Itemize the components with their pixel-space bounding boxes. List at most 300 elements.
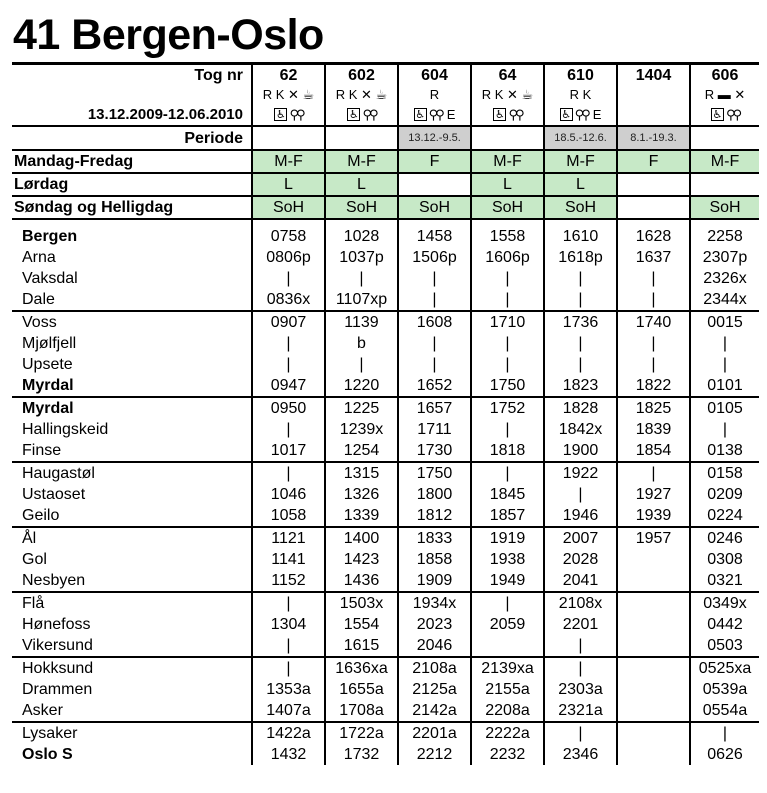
facility-group xyxy=(560,106,602,124)
train-number: 604 xyxy=(398,64,471,87)
facility-icons xyxy=(252,104,325,126)
departure-time: | xyxy=(544,635,617,657)
departure-time: 1432 xyxy=(252,744,325,765)
station-name: Bergen xyxy=(22,228,78,245)
periode-cell xyxy=(690,126,759,150)
train-number: 610 xyxy=(544,64,617,87)
train-number-row xyxy=(12,64,759,87)
departure-time: | xyxy=(252,635,325,657)
departure-time: 1326 xyxy=(325,484,398,505)
departure-time: 2059 xyxy=(471,614,544,635)
saturday-cell: L xyxy=(471,173,544,196)
station-name: Mjølfjell xyxy=(22,335,77,352)
departure-time: 1503x xyxy=(325,592,398,614)
departure-time: 1800 xyxy=(398,484,471,505)
station-row xyxy=(12,397,759,419)
departure-time: 1842x xyxy=(544,419,617,440)
departure-time: 1752 xyxy=(471,397,544,419)
wheelchair-icon: ♿ xyxy=(712,109,723,122)
saturday-cell xyxy=(398,173,471,196)
departure-time: 1822 xyxy=(617,375,690,397)
station-row xyxy=(12,592,759,614)
departure-time: 1823 xyxy=(544,375,617,397)
departure-time: 0525xa xyxy=(690,657,759,679)
station-name: Upsete xyxy=(22,356,73,373)
station-name: Oslo S xyxy=(22,746,73,763)
station-name: Arna xyxy=(22,249,56,266)
station-name: Gol xyxy=(22,551,47,568)
sunday-cell: SoH xyxy=(252,196,325,219)
departure-time xyxy=(617,614,690,635)
saturday-cell: L xyxy=(325,173,398,196)
departure-time: 0758 xyxy=(252,219,325,247)
departure-time: 1736 xyxy=(544,311,617,333)
departure-time: | xyxy=(252,592,325,614)
train-number: 1404 xyxy=(617,64,690,87)
station-name: Ål xyxy=(12,527,252,549)
station-row xyxy=(12,570,759,592)
departure-time: | xyxy=(252,657,325,679)
station-name: Nesbyen xyxy=(22,572,86,589)
departure-time: | xyxy=(617,333,690,354)
departure-time: | xyxy=(690,419,759,440)
departure-time: 0246 xyxy=(690,527,759,549)
departure-time: 1957 xyxy=(617,527,690,549)
facility-icons xyxy=(617,104,690,126)
departure-time: 2108x xyxy=(544,592,617,614)
bicycle-icon: ⚲⚲ xyxy=(574,106,588,122)
service-symbols: R ▬ ✕ xyxy=(690,86,759,104)
departure-time: 1152 xyxy=(252,570,325,592)
facility-row xyxy=(12,104,759,126)
periode-cell xyxy=(471,126,544,150)
departure-time: 1939 xyxy=(617,505,690,527)
departure-time: 1825 xyxy=(617,397,690,419)
station-name: Haugastøl xyxy=(12,462,252,484)
departure-time: 1458 xyxy=(398,219,471,247)
departure-time: | xyxy=(544,657,617,679)
departure-time: | xyxy=(471,462,544,484)
departure-time: 0950 xyxy=(252,397,325,419)
station-row xyxy=(12,289,759,311)
station-row xyxy=(12,549,759,570)
sunday-row xyxy=(12,196,759,219)
departure-time: 1315 xyxy=(325,462,398,484)
departure-time xyxy=(617,679,690,700)
e-ticket-label: E xyxy=(592,106,602,122)
periode-cell xyxy=(325,126,398,150)
departure-time: 2108a xyxy=(398,657,471,679)
weekday-cell: M-F xyxy=(471,150,544,173)
date-range: 13.12.2009-12.06.2010 xyxy=(87,106,243,123)
station-name: Vaksdal xyxy=(22,270,78,287)
saturday-cell: L xyxy=(252,173,325,196)
departure-time: 1909 xyxy=(398,570,471,592)
departure-time: | xyxy=(544,268,617,289)
station-name: Drammen xyxy=(22,681,93,698)
station-row xyxy=(12,527,759,549)
departure-time: 1858 xyxy=(398,549,471,570)
departure-time: 2232 xyxy=(471,744,544,765)
departure-time: | xyxy=(398,354,471,375)
departure-time: 1037p xyxy=(325,247,398,268)
sunday-label: Søndag og Helligdag xyxy=(12,196,252,219)
station-name: Vikersund xyxy=(22,637,93,654)
departure-time: 0015 xyxy=(690,311,759,333)
station-name: Myrdal xyxy=(12,397,252,419)
timetable xyxy=(12,62,759,765)
station-row xyxy=(12,679,759,700)
departure-time: 1927 xyxy=(617,484,690,505)
departure-time: 2046 xyxy=(398,635,471,657)
departure-time: 1121 xyxy=(252,527,325,549)
departure-time: 2208a xyxy=(471,700,544,722)
facility-icons xyxy=(471,104,544,126)
station-row xyxy=(12,247,759,268)
departure-time: 1740 xyxy=(617,311,690,333)
departure-time: 1922 xyxy=(544,462,617,484)
departure-time: 0101 xyxy=(690,375,759,397)
departure-time: 1949 xyxy=(471,570,544,592)
periode-cell: 8.1.-19.3. xyxy=(617,126,690,150)
departure-time: | xyxy=(617,268,690,289)
departure-time: 1857 xyxy=(471,505,544,527)
departure-time: 1407a xyxy=(252,700,325,722)
periode-label: Periode xyxy=(12,126,252,150)
departure-time: 1854 xyxy=(617,440,690,462)
facility-group xyxy=(493,106,521,124)
station-name: Hønefoss xyxy=(22,616,91,633)
departure-time: 1423 xyxy=(325,549,398,570)
station-row xyxy=(12,354,759,375)
departure-time: | xyxy=(690,722,759,744)
page-title: 41 Bergen-Oslo xyxy=(13,11,324,59)
service-symbols: R K xyxy=(544,86,617,104)
station-row xyxy=(12,219,759,247)
departure-time: | xyxy=(471,419,544,440)
departure-time: 1946 xyxy=(544,505,617,527)
departure-time: 0554a xyxy=(690,700,759,722)
departure-time: 1558 xyxy=(471,219,544,247)
station-name: Hokksund xyxy=(12,657,252,679)
station-row xyxy=(12,744,759,765)
departure-time: 0321 xyxy=(690,570,759,592)
bicycle-icon: ⚲⚲ xyxy=(289,106,303,122)
departure-time: | xyxy=(398,268,471,289)
station-row xyxy=(12,484,759,505)
facility-group xyxy=(711,106,739,124)
periode-cell xyxy=(252,126,325,150)
station-row xyxy=(12,375,759,397)
departure-time: 1833 xyxy=(398,527,471,549)
station-row xyxy=(12,333,759,354)
departure-time: 1610 xyxy=(544,219,617,247)
departure-time: | xyxy=(544,289,617,311)
service-symbols xyxy=(617,86,690,104)
departure-time xyxy=(617,700,690,722)
station-row xyxy=(12,419,759,440)
departure-time: 1628 xyxy=(617,219,690,247)
departure-time: | xyxy=(617,354,690,375)
departure-time: 1058 xyxy=(252,505,325,527)
facility-icons xyxy=(690,104,759,126)
departure-time: 1839 xyxy=(617,419,690,440)
departure-time: 2125a xyxy=(398,679,471,700)
weekday-cell: M-F xyxy=(252,150,325,173)
departure-time: 1225 xyxy=(325,397,398,419)
departure-time: 2139xa xyxy=(471,657,544,679)
departure-time: | xyxy=(252,354,325,375)
departure-time: | xyxy=(617,289,690,311)
departure-time: 1028 xyxy=(325,219,398,247)
wheelchair-icon: ♿ xyxy=(349,109,359,122)
saturday-label: Lørdag xyxy=(12,173,252,196)
departure-time: 0158 xyxy=(690,462,759,484)
departure-time: | xyxy=(398,333,471,354)
departure-time: 0105 xyxy=(690,397,759,419)
departure-time xyxy=(617,592,690,614)
weekday-cell: F xyxy=(398,150,471,173)
sunday-cell: SoH xyxy=(544,196,617,219)
station-name: Dale xyxy=(22,291,55,308)
wheelchair-icon: ♿ xyxy=(415,109,426,122)
departure-time: | xyxy=(471,268,544,289)
departure-time xyxy=(617,722,690,744)
bicycle-icon: ⚲⚲ xyxy=(362,106,376,122)
departure-time: | xyxy=(544,354,617,375)
departure-time: 1304 xyxy=(252,614,325,635)
departure-time xyxy=(617,744,690,765)
departure-time: 0209 xyxy=(690,484,759,505)
departure-time: 1711 xyxy=(398,419,471,440)
departure-time: 0626 xyxy=(690,744,759,765)
departure-time: 1900 xyxy=(544,440,617,462)
departure-time: 0503 xyxy=(690,635,759,657)
departure-time: 2307p xyxy=(690,247,759,268)
service-symbols: R K ✕ ☕ xyxy=(471,86,544,104)
facility-group xyxy=(414,106,456,124)
station-row xyxy=(12,440,759,462)
facility-group xyxy=(274,106,302,124)
weekday-cell: M-F xyxy=(544,150,617,173)
departure-time: 2326x xyxy=(690,268,759,289)
departure-time: 2344x xyxy=(690,289,759,311)
departure-time: 1554 xyxy=(325,614,398,635)
saturday-cell xyxy=(690,173,759,196)
service-symbols: R K ✕ ☕ xyxy=(325,86,398,104)
departure-time: 1608 xyxy=(398,311,471,333)
station-row xyxy=(12,311,759,333)
departure-time: 1710 xyxy=(471,311,544,333)
service-label-empty xyxy=(12,86,252,104)
departure-time: 2201 xyxy=(544,614,617,635)
departure-time: | xyxy=(544,722,617,744)
departure-time: | xyxy=(690,333,759,354)
departure-time xyxy=(617,635,690,657)
departure-time: 2007 xyxy=(544,527,617,549)
bicycle-icon: ⚲⚲ xyxy=(725,106,740,122)
station-name: Myrdal xyxy=(22,377,74,394)
departure-time: 0539a xyxy=(690,679,759,700)
facility-icons xyxy=(325,104,398,126)
train-number: 602 xyxy=(325,64,398,87)
departure-time: 1107xp xyxy=(325,289,398,311)
station-name: Ustaoset xyxy=(22,486,86,503)
station-name: Voss xyxy=(12,311,252,333)
station-name: Finse xyxy=(22,442,62,459)
departure-time xyxy=(617,570,690,592)
departure-time: | xyxy=(471,333,544,354)
departure-time: 1254 xyxy=(325,440,398,462)
saturday-cell xyxy=(617,173,690,196)
departure-time: 1017 xyxy=(252,440,325,462)
facility-icons xyxy=(544,104,617,126)
departure-time: 1046 xyxy=(252,484,325,505)
station-name: Hallingskeid xyxy=(22,421,109,438)
departure-time: | xyxy=(471,354,544,375)
departure-time: | xyxy=(471,289,544,311)
sunday-cell xyxy=(617,196,690,219)
departure-time: 2028 xyxy=(544,549,617,570)
departure-time: | xyxy=(544,484,617,505)
departure-time: 2142a xyxy=(398,700,471,722)
departure-time: 1606p xyxy=(471,247,544,268)
wheelchair-icon: ♿ xyxy=(495,109,505,122)
sunday-cell: SoH xyxy=(471,196,544,219)
wheelchair-icon: ♿ xyxy=(561,109,572,122)
departure-time: 1506p xyxy=(398,247,471,268)
departure-time: 1139 xyxy=(325,311,398,333)
departure-time: 1708a xyxy=(325,700,398,722)
bicycle-icon: ⚲⚲ xyxy=(508,106,522,122)
departure-time: 1353a xyxy=(252,679,325,700)
station-row xyxy=(12,462,759,484)
departure-time: 0138 xyxy=(690,440,759,462)
departure-time: | xyxy=(471,592,544,614)
departure-time: 1141 xyxy=(252,549,325,570)
departure-time: 1400 xyxy=(325,527,398,549)
departure-time: 0224 xyxy=(690,505,759,527)
station-row xyxy=(12,657,759,679)
departure-time: 1750 xyxy=(471,375,544,397)
sunday-cell: SoH xyxy=(690,196,759,219)
weekday-cell: M-F xyxy=(690,150,759,173)
bicycle-icon: ⚲⚲ xyxy=(428,106,442,122)
departure-time: 2155a xyxy=(471,679,544,700)
departure-time: b xyxy=(325,333,398,354)
periode-row xyxy=(12,126,759,150)
station-name: Lysaker xyxy=(12,722,252,744)
station-row xyxy=(12,268,759,289)
departure-time: 1750 xyxy=(398,462,471,484)
departure-time: | xyxy=(544,333,617,354)
departure-time: 1422a xyxy=(252,722,325,744)
departure-time: 1828 xyxy=(544,397,617,419)
weekday-row xyxy=(12,150,759,173)
departure-time: 1938 xyxy=(471,549,544,570)
periode-cell: 13.12.-9.5. xyxy=(398,126,471,150)
departure-time: 2346 xyxy=(544,744,617,765)
train-number: 606 xyxy=(690,64,759,87)
departure-time: 2321a xyxy=(544,700,617,722)
departure-time: 1220 xyxy=(325,375,398,397)
departure-time xyxy=(617,549,690,570)
departure-time: 1436 xyxy=(325,570,398,592)
wheelchair-icon: ♿ xyxy=(276,109,286,122)
departure-time: 2258 xyxy=(690,219,759,247)
weekday-label: Mandag-Fredag xyxy=(12,150,252,173)
departure-time: 1730 xyxy=(398,440,471,462)
tognr-label: Tog nr xyxy=(12,64,252,87)
departure-time: | xyxy=(252,268,325,289)
station-name: Flå xyxy=(12,592,252,614)
weekday-cell: M-F xyxy=(325,150,398,173)
departure-time: 0806p xyxy=(252,247,325,268)
departure-time: 1812 xyxy=(398,505,471,527)
departure-time: 0836x xyxy=(252,289,325,311)
departure-time: | xyxy=(398,289,471,311)
departure-time: | xyxy=(252,419,325,440)
departure-time: 1239x xyxy=(325,419,398,440)
departure-time: | xyxy=(252,333,325,354)
train-number: 62 xyxy=(252,64,325,87)
periode-cell: 18.5.-12.6. xyxy=(544,126,617,150)
station-row xyxy=(12,505,759,527)
departure-time: 0442 xyxy=(690,614,759,635)
departure-time: 1655a xyxy=(325,679,398,700)
departure-time: | xyxy=(617,462,690,484)
e-ticket-label: E xyxy=(446,106,456,122)
departure-time: 0308 xyxy=(690,549,759,570)
departure-time: 0349x xyxy=(690,592,759,614)
saturday-row xyxy=(12,173,759,196)
departure-time: 1339 xyxy=(325,505,398,527)
station-row xyxy=(12,700,759,722)
facility-icons xyxy=(398,104,471,126)
departure-time: 2222a xyxy=(471,722,544,744)
departure-time: 2212 xyxy=(398,744,471,765)
departure-time: 0947 xyxy=(252,375,325,397)
departure-time: 2201a xyxy=(398,722,471,744)
station-name: Asker xyxy=(22,702,63,719)
departure-time: 1818 xyxy=(471,440,544,462)
departure-time: | xyxy=(325,268,398,289)
departure-time: 1919 xyxy=(471,527,544,549)
departure-time: | xyxy=(325,354,398,375)
departure-time: | xyxy=(252,462,325,484)
departure-time: 2023 xyxy=(398,614,471,635)
service-symbols: R xyxy=(398,86,471,104)
departure-time: 1845 xyxy=(471,484,544,505)
departure-time: 1934x xyxy=(398,592,471,614)
sunday-cell: SoH xyxy=(325,196,398,219)
departure-time: 1636xa xyxy=(325,657,398,679)
saturday-cell: L xyxy=(544,173,617,196)
departure-time: 1732 xyxy=(325,744,398,765)
departure-time: 0907 xyxy=(252,311,325,333)
service-row xyxy=(12,86,759,104)
service-symbols: R K ✕ ☕ xyxy=(252,86,325,104)
departure-time: 1637 xyxy=(617,247,690,268)
facility-group xyxy=(347,106,375,124)
sunday-cell: SoH xyxy=(398,196,471,219)
departure-time xyxy=(617,657,690,679)
station-row xyxy=(12,722,759,744)
departure-time: 1652 xyxy=(398,375,471,397)
weekday-cell: F xyxy=(617,150,690,173)
departure-time: | xyxy=(690,354,759,375)
departure-time: 2041 xyxy=(544,570,617,592)
